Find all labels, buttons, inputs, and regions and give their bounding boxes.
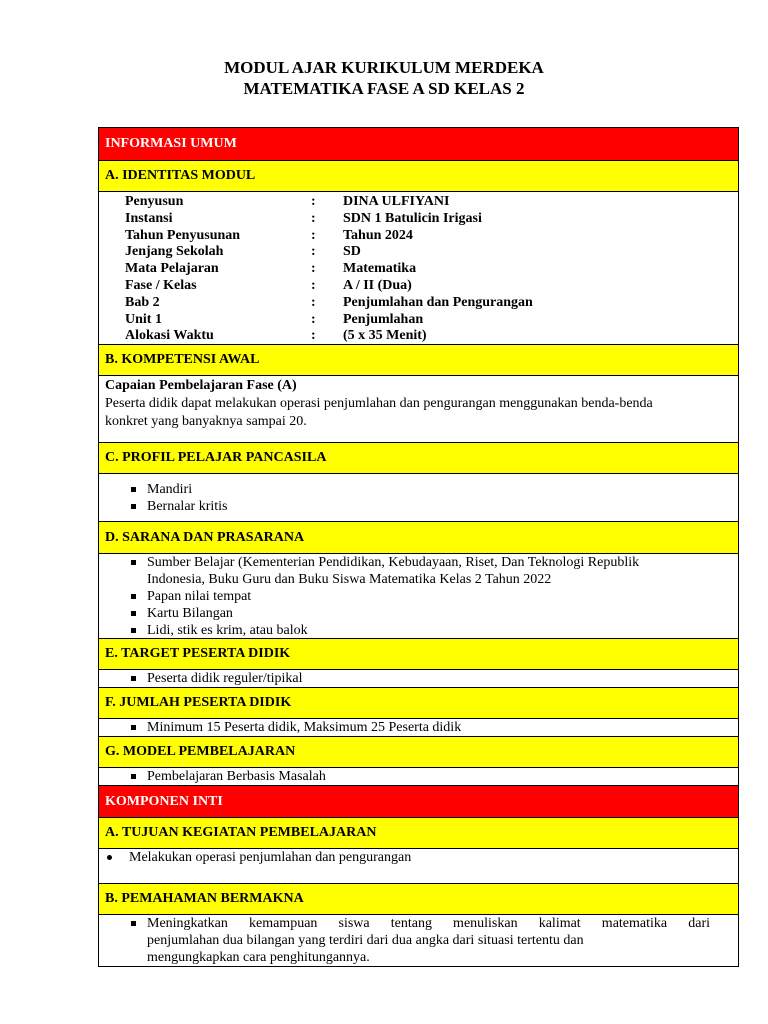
identitas-value: Tahun 2024 <box>343 227 413 243</box>
komponen-inti-label: KOMPONEN INTI <box>105 793 223 809</box>
identitas-modul-content <box>99 191 738 344</box>
identitas-sep: : <box>311 294 316 310</box>
capaian-subtitle: Capaian Pembelajaran Fase (A) <box>105 378 297 393</box>
identitas-modul-header <box>99 160 738 191</box>
pemahaman-line2: penjumlahan dua bilangan yang terdiri dari dua angka dari situasi tertentu dan <box>147 933 584 948</box>
identitas-label: Tahun Penyusunan <box>125 227 241 243</box>
identitas-value: Matematika <box>343 261 417 277</box>
identitas-sep: : <box>311 244 316 260</box>
informasi-umum-header <box>99 128 738 160</box>
identitas-modul-label: A. IDENTITAS MODUL <box>105 168 256 183</box>
identitas-label: Jenjang Sekolah <box>125 244 224 260</box>
list-item: Bernalar kritis <box>99 498 738 515</box>
pemahaman-line1: Meningkatkan kemampuan siswa tentang menuliskan kalimat matematika dari <box>147 916 710 931</box>
list-item <box>99 554 738 588</box>
informasi-umum-label: INFORMASI UMUM <box>105 136 237 151</box>
model-pembelajaran-content <box>99 767 738 785</box>
kompetensi-awal-header <box>99 344 738 375</box>
sarana-prasarana-label: D. SARANA DAN PRASARANA <box>105 529 305 545</box>
sarana-prasarana-header <box>99 521 738 553</box>
model-pembelajaran-label: G. MODEL PEMBELAJARAN <box>105 744 296 759</box>
jumlah-peserta-label: F. JUMLAH PESERTA DIDIK <box>105 695 292 710</box>
list-item: Lidi, stik es krim, atau balok <box>99 622 738 639</box>
module-table <box>98 127 739 967</box>
identitas-value: Penjumlahan <box>343 311 424 327</box>
kompetensi-awal-label: B. KOMPETENSI AWAL <box>105 352 260 367</box>
pemahaman-bermakna-header <box>99 883 738 914</box>
identitas-value: DINA ULFIYANI <box>343 194 450 209</box>
identitas-label: Instansi <box>125 210 173 226</box>
target-peserta-content <box>99 669 738 687</box>
sumber-belajar-line2: Indonesia, Buku Guru dan Buku Siswa Matematika Kelas 2 Tahun 2022 <box>147 572 552 587</box>
pemahaman-line3: mengungkapkan cara penghitungannya. <box>147 950 370 965</box>
komponen-inti-header <box>99 785 738 817</box>
sumber-belajar-line1: Sumber Belajar (Kementerian Pendidikan, Kebudayaan, Riset, Dan Teknologi Republik <box>147 555 640 570</box>
identitas-sep: : <box>311 261 316 277</box>
kompetensi-awal-content <box>99 375 738 442</box>
capaian-text-line1: Peserta didik dapat melakukan operasi penjumlahan dan pengurangan menggunakan benda-benda <box>105 396 653 411</box>
identitas-grid <box>99 192 738 345</box>
pemahaman-bermakna-content <box>99 914 738 966</box>
model-pembelajaran-header <box>99 736 738 767</box>
identitas-label: Fase / Kelas <box>125 277 197 293</box>
target-peserta-label: E. TARGET PESERTA DIDIK <box>105 646 291 661</box>
identitas-sep: : <box>311 328 316 344</box>
list-item: Minimum 15 Peserta didik, Maksimum 25 Peserta didik <box>99 719 738 736</box>
identitas-value: (5 x 35 Menit) <box>343 328 427 344</box>
list-item: Mandiri <box>99 481 738 498</box>
sarana-prasarana-content <box>99 553 738 638</box>
target-peserta-header <box>99 638 738 669</box>
identitas-sep: : <box>311 311 316 327</box>
profil-pelajar-label: C. PROFIL PELAJAR PANCASILA <box>105 450 327 465</box>
identitas-value: SD <box>343 244 361 260</box>
jumlah-peserta-header <box>99 687 738 718</box>
identitas-sep: : <box>311 277 316 293</box>
list-item: Kartu Bilangan <box>99 605 738 622</box>
tujuan-kegiatan-content <box>99 848 738 883</box>
identitas-label: Unit 1 <box>125 311 162 327</box>
identitas-label: Bab 2 <box>125 294 160 310</box>
list-item: Melakukan operasi penjumlahan dan pengurangan <box>99 849 738 866</box>
profil-pelajar-content <box>99 473 738 521</box>
list-item: Papan nilai tempat <box>99 588 738 605</box>
profil-pelajar-header <box>99 442 738 473</box>
pemahaman-bermakna-label: B. PEMAHAMAN BERMAKNA <box>105 891 304 906</box>
identitas-sep: : <box>311 210 316 226</box>
identitas-label: Alokasi Waktu <box>125 328 214 344</box>
tujuan-kegiatan-label: A. TUJUAN KEGIATAN PEMBELAJARAN <box>105 825 377 840</box>
jumlah-peserta-content <box>99 718 738 736</box>
list-item <box>99 915 738 966</box>
identitas-value: SDN 1 Batulicin Irigasi <box>343 210 482 226</box>
document-title-line1: MODUL AJAR KURIKULUM MERDEKA <box>224 58 544 77</box>
identitas-value: Penjumlahan dan Pengurangan <box>343 294 533 310</box>
list-item: Pembelajaran Berbasis Masalah <box>99 768 738 785</box>
list-item: Peserta didik reguler/tipikal <box>99 670 738 687</box>
identitas-label: Mata Pelajaran <box>125 261 219 277</box>
identitas-value: A / II (Dua) <box>343 277 412 293</box>
identitas-sep: : <box>311 227 316 243</box>
identitas-label: Penyusun <box>125 194 184 209</box>
identitas-sep: : <box>311 194 316 209</box>
capaian-text-line2: konkret yang banyaknya sampai 20. <box>105 414 307 429</box>
document-title-line2: MATEMATIKA FASE A SD KELAS 2 <box>243 79 525 98</box>
tujuan-kegiatan-header <box>99 817 738 848</box>
